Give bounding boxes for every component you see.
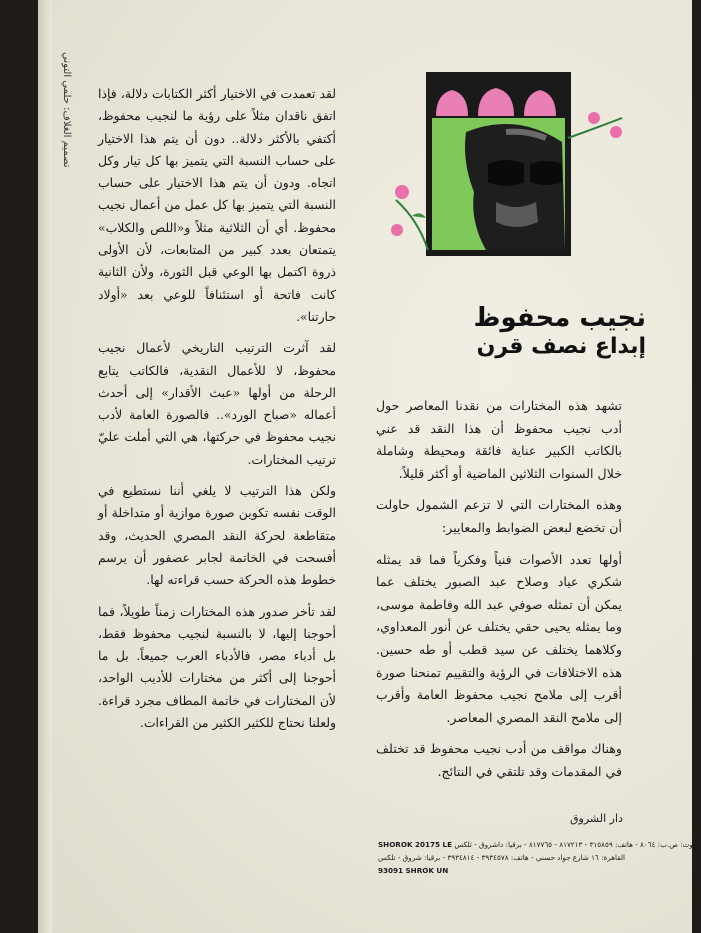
publisher-logo: دار الشروق: [570, 812, 623, 825]
paragraph: أولها تعدد الأصوات فنياً وفكرياً فما قد يمثله شكري عياد وصلاح عبد الصبور يختلف عما يمكن أن تمثله صوفي عبد الله وفاطمة موسى، وما يمثله يحيى حقي يختلف عن أنور المعداوي، وكلاهما يختلف عن سيد قطب أو طه حسين. هذه الاختلافات في الرؤية والتقييم تمنحنا صورة أقرب إلى ملامح نجيب محفوظ العامة وأقرب إلى ملامح النقد المصري المعاصر.: [376, 551, 622, 725]
cairo-address: القاهرة: ١٦ شارع جواد حسني - هاتف: ٣٩٣٤٥٧٨ - ٣٩٣٤٨١٤ - برقيا: شروق - تلكس: [378, 853, 626, 862]
paragraph: ولكن هذا الترتيب لا يلغي أننا نستطيع في الوقت نفسه تكوين صورة موازية أو متداخلة أو متقاطعة لحركة النقد المصري الحديث، وقد أفسحت في الخاتمة لجابر عصفور أن يرسم خطوط هذه الحركة حسب قراءته لها.: [98, 483, 336, 588]
paragraph: لقد تعمدت في الاختيار أكثر الكتابات دلالة، فإذا اتفق ناقدان مثلاً على رؤية ما لنجيب محفوظ، أكتفي بالأكثر دلالة.. دون أن يتم هذا الاختيار على حساب النسبة التي يتميز بها كل تيار وكل اتجاه. ودون أن يتم هذا الاختيار على حساب النسبة التي يتميز بها كل عمل من أعمال نجيب محفوظ. أي أن الثلاثية مثلاً و«اللص والكلاب» يتمتعان بعدد كبير من المتابعات، لأن الأولى ذروة اكتمل بها الوعي قبل الثورة، ولأن الثانية كانت فاتحة أو استئنافاً للوعي بعد «أولاد حارتنا».: [98, 86, 336, 324]
book-title-block: [376, 303, 646, 361]
paragraph: تشهد هذه المختارات من نقدنا المعاصر حول أدب نجيب محفوظ أن هذا النقد قد عني بالكاتب الكبير عناية فائقة ومحيطة وشاملة خلال السنوات الثلاثين الماضية أو أكثر قليلاً.: [376, 398, 622, 481]
price-code: SHOROK 20175 LE: [378, 840, 453, 849]
book-back-cover: [38, 0, 701, 933]
flower-decoration-right: [566, 108, 626, 148]
telex-code: 93091 SHROK UN: [378, 866, 449, 875]
publisher-footer: [378, 838, 701, 877]
book-title: نجيب محفوظ: [473, 303, 646, 333]
text-column-left: [98, 83, 336, 743]
book-subtitle: إبداع نصف قرن: [476, 334, 646, 359]
flower-decoration-left: [388, 180, 436, 252]
paragraph: لقد تأخر صدور هذه المختارات زمناً طويلاً، فما أحوجنا إليها، لا بالنسبة لنجيب محفوظ فقط، بل أدباء مصر، فالأدباء العرب جميعاً. بل ما أحوجنا إلى أكثر من مختارات للأديب الواحد، لأن المختارات في خاتمة المطاف مجرد قراءة. ولعلنا نحتاج للكثير الكثير من القراءات.: [98, 603, 336, 731]
paragraph: لقد آثرت الترتيب التاريخي لأعمال نجيب محفوظ، لا للأعمال النقدية، فالكاتب يتابع الرحلة من أولها «عبث الأقدار» إلى أحدث أعماله «صباح الورد».. فالصورة العامة لأدب نجيب محفوظ في حركتها، هي التي أملت عليّ ترتيب المختارات.: [98, 340, 336, 467]
paragraph: وهناك مواقف من أدب نجيب محفوظ قد تختلف في المقدمات وقد تلتقي في النتائج.: [376, 741, 622, 779]
beirut-address: بيروت: ص.ب: ٨٠٦٤ - هاتف: ٣١٥٨٥٩ - ٨١٧٢١٣ - ٨١٧٧٦٥ - برقيا: داشروق - تلكس: [454, 840, 701, 849]
cover-design-credit: تصميم الغلاف: حلمي التوني: [61, 52, 72, 168]
text-column-right: [376, 395, 622, 793]
paragraph: وهذه المختارات التي لا تزعم الشمول حاولت أن تخضع لبعض الضوابط والمعايير:: [376, 497, 622, 535]
author-portrait-illustration: [426, 72, 571, 256]
